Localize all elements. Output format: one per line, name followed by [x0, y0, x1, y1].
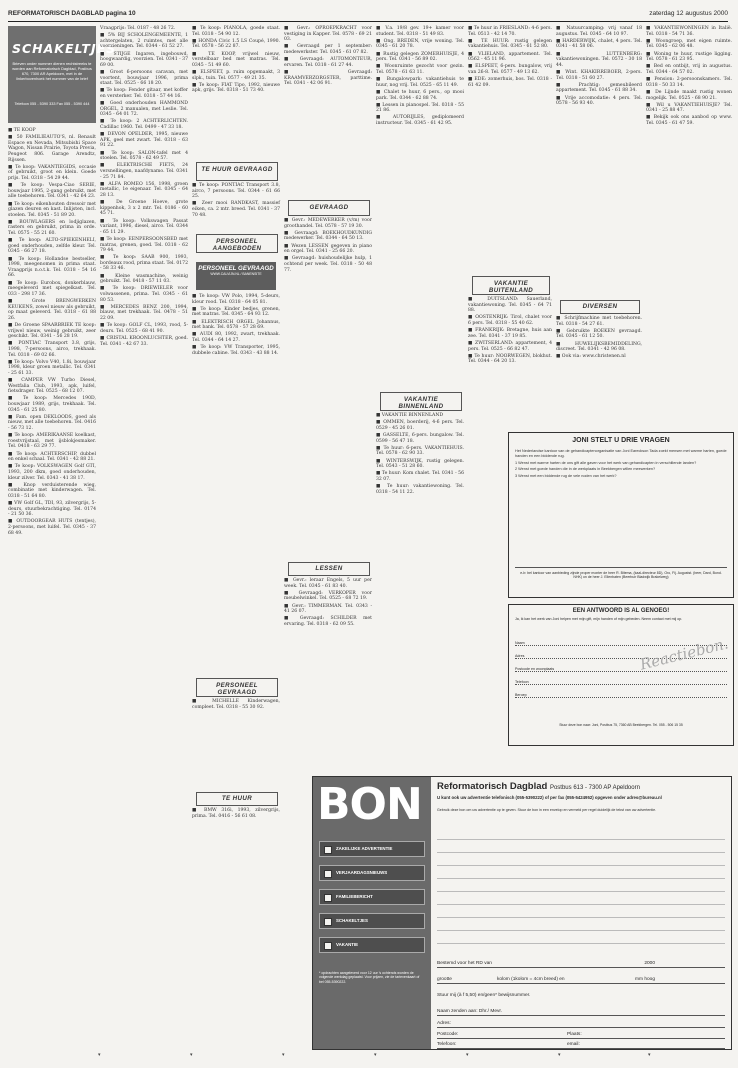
- ad-text-line[interactable]: [437, 878, 725, 879]
- option-verjaardagsnieuws[interactable]: VERJAARDAGSNIEUWS: [319, 865, 425, 881]
- classified-ad: ■ Ong. BREDEN, vrije woning. Tel. 0345 - 61 20 78.: [376, 38, 464, 50]
- phone-email-field[interactable]: Telefoon: email:: [437, 1048, 725, 1049]
- classified-ad: ■ Wil u VAKANTIEHUISJE? Tel. 0341 - 25 88 47.: [646, 102, 732, 114]
- order-form-sidebar: [313, 777, 431, 1049]
- ad-text-line[interactable]: [437, 943, 725, 944]
- classified-ad: ■ Gevr.: leraar Engels, 5 uur per week. Tel. 0345 - 61 83 40.: [284, 578, 372, 589]
- classified-ad: ■ Pension: 2-persoonskamers. Tel. 0318 - 50 33 14.: [646, 77, 732, 88]
- classified-ad: ■ Gevraagd: SCHILDER met ervaring. Tel. 0318 - 62 09 55.: [284, 616, 372, 627]
- classified-ad: ■ Bungalowpark: vakantiehuis te huur, nog vrij. Tel. 0525 - 65 11 49.: [376, 77, 464, 88]
- classified-ad: ■ Kleine wasmachine, weinig gebruikt. Tel. 0418 - 57 11 03.: [100, 273, 188, 285]
- classified-ad: ■ EDE: zomerhuis, bos. Tel. 0318 - 61 42 09.: [468, 77, 552, 88]
- checkbox-icon[interactable]: [324, 918, 332, 926]
- classified-ad: ■ STIJGE Ingaren, ingebouwd, hoogwaardig, voorzien. Tel. 0341 - 37 69 00.: [100, 51, 188, 68]
- classified-ad: ■ Te huur: vakantiewoning. Tel. 0318 - 54 11 22.: [376, 484, 464, 495]
- classified-ad: ■ PONTIAC Transport 3.8, grijs, 1998, 7-persoons, airco, trekhaak. Tel. 0318 - 69 02 66.: [8, 341, 96, 358]
- classified-ad: ■ Natuurcamping: vrij vanaf 18 augustus. Tel. 0345 - 64 10 97.: [556, 26, 642, 37]
- classified-ad: ■ Te koop: Volkswagen Passat variant, 1996, diesel, airco. Tel. 0344 - 65 11 29.: [100, 218, 188, 235]
- classified-ad: ■ VAKANTIE BINNENLAND: [376, 413, 444, 418]
- classified-ad: ■ HUWELIJKSBEMIDDELING, discreet. Tel. 0341 - 42 96 08.: [556, 341, 642, 353]
- classified-ad: ■ HONDA Civic 1.5 LS Coupé, 1990. Tel. 0578 - 56 22 87.: [192, 38, 280, 50]
- classified-ad: ■ Gevraagd per 1 september: medewerkster. Tel. 0345 - 61 07 82.: [284, 44, 372, 55]
- publication-title: REFORMATORISCH DAGBLAD pagina 10: [8, 10, 136, 17]
- section-personeel-aangeboden: PERSONEEL AANGEBODEN: [196, 234, 278, 253]
- classified-ad: ■ Vrije accomodatie: 4 pers. Tel. 0578 - 56 93 40.: [556, 95, 642, 107]
- classified-ad: ■ OUTDOORGEAR HUTS (tentjes), 2-persoons, met luifel. Tel. 0345 - 37 68 49.: [8, 519, 96, 536]
- ad-text-line[interactable]: [437, 852, 725, 853]
- classifieds-column-4: [284, 26, 372, 196]
- classifieds-column-8: [646, 26, 732, 426]
- classified-ad: ■ Te huur: Kom chalet. Tel. 0341 - 56 32 07.: [376, 471, 464, 482]
- classified-ad: ■ Woongroep, met eigen ruimte. Tel. 0345 - 62 06 48.: [646, 38, 732, 50]
- classified-ad: ■ Te koop: Mercedes 190D, bouwjaar 1989, grijs, trekhaak. Tel. 0345 - 61 25 80.: [8, 396, 96, 413]
- classified-ad: ■ Prachtig: gemeubileerd appartement. Tel. 0345 - 61 88 34.: [556, 82, 642, 94]
- section-gevraagd: GEVRAAGD: [288, 200, 370, 216]
- order-form-note: * opdrachten aangeleverd voor 12 uur 's ochtends worden de volgende werkdag geplaatst. Voor prijzen, zie de tarievenkaart of bel 055-5390222.: [319, 971, 420, 984]
- classified-ad: ■ Te koop: Volvo V40, 1.8i, bouwjaar 1998, kleur groen metallic. Tel. 0341 - 25 61 33.: [8, 359, 96, 376]
- bon-logo: BON: [317, 779, 422, 830]
- classified-ad: ■ Gevr.: OPROEPKRACHT voor vestiging in Kapper. Tel. 0578 - 69 21 03.: [284, 26, 372, 43]
- classifieds-column-3b: [192, 183, 280, 231]
- classified-ad: ■ De Groene Hoeve, grote kippenhok, 3 x 2 mtr. Tel. 0186 - 60 45 71.: [100, 200, 188, 217]
- classified-ad: ■ Woning te huur, rustige ligging. Tel. 0578 - 61 23 95.: [646, 51, 732, 63]
- classified-ad: ■ Gevraagd: huishoudelijke hulp, 1 ochtend per week. Tel. 0318 - 50 48 77.: [284, 256, 372, 273]
- classified-ad: ■ Chalet te huur, 6 pers., op mooi park. Tel. 0344 - 62 88 74.: [376, 89, 464, 101]
- reply-address-field[interactable]: Adres: [515, 658, 727, 659]
- classified-ad: ■ Knop verduisterende wieg, combinatie met kinderwagen. Tel. 0318 - 51 64 80.: [8, 482, 96, 499]
- classifieds-column-3c: [192, 294, 280, 674]
- option-schakeltjes[interactable]: SCHAKELTJES: [319, 913, 425, 929]
- classified-ad: ■ Grote BRENGWERKEN KEUKENS, zowel nieuw als gebruikt, op maat geleverd. Tel. 0318 - 61 88 26.: [8, 298, 96, 321]
- ad-text-line[interactable]: [437, 930, 725, 931]
- classified-ad: ■ Te huur in FRIESLAND: 4-6 pers. Tel. 0513 - 42 14 70.: [468, 26, 552, 37]
- section-personeel-gevraagd-2: PERSONEEL GEVRAAGD: [196, 678, 278, 697]
- classifieds-column-5: [376, 26, 464, 386]
- classified-ad: ■ 50 FAMILIEAUTO'S, nl. Renault Espace en Nevada, Mitsubishi Space Wagon, Nissan Prairie, Toyota Previa, Peugeot 806. Garage Arendtz, Rijssen.: [8, 135, 96, 163]
- section-te-huur: TE HUUR: [196, 792, 278, 806]
- reactiebon-stamp: Reactiebon.: [638, 634, 731, 674]
- classified-ad: ■ Te koop: Vespa-Ciao SERIE, bouwjaar 1995, 2-gang gebruikt, met alle toebehoren. Tel. 0341 - 42 64 23.: [8, 183, 96, 200]
- classified-ad: ■ Bekijk ook ons aanbod op www. Tel. 0345 - 61 47 59.: [646, 115, 732, 127]
- classified-ad: ■ 5% BIJ SCHOLENGEMEENTE, 1 achtergelaten, 2 ruimtes, met alle voorzieningen. Tel. 0344 - 61 52 27.: [100, 33, 188, 50]
- checkbox-icon[interactable]: [324, 894, 332, 902]
- classified-ad: ■ Lessen in pianospel. Tel. 0318 - 55 21 86.: [376, 102, 464, 114]
- order-form-subheading: U kunt ook uw advertentie telefonisch (055-5390222) of per fax (055-5424952) opgeven onder adres@bureau.nl: [437, 795, 662, 800]
- classifieds-column-7: [556, 26, 642, 296]
- classified-ad: ■ HARDERWIJK, chalet, 4 pers. Tel. 0341 - 41 58 06.: [556, 38, 642, 50]
- classifieds-column-7b: [556, 316, 642, 426]
- classified-ad: ■ Gevraagd: BOEKHOUDKUNDIG medewerker. Tel. 0344 - 64 50 13.: [284, 230, 372, 242]
- classified-ad: ■ Fam. open DEKLOODS, goed als nieuw, met alle toebehoren. Tel. 0416 - 56 73 12.: [8, 414, 96, 431]
- joni-question-2: 2 Wenst met goede handen die in de werkplaats in Beekbergen willen meewerken?: [515, 467, 656, 472]
- classifieds-column-4c: [284, 578, 372, 768]
- classified-ad: ■ Gebruikte BOEKEN gevraagd. Tel. 0345 - 61 12 50.: [556, 328, 642, 340]
- classified-ad: ■ Te koop: SAAB 900, 1993, bordeaux rood, prima staat. Tel. 0172 - 58 33 46.: [100, 255, 189, 272]
- classified-ad: ■ VAKANTIEWONINGEN in Italië. Tel. 0318 - 54 71 36.: [646, 26, 732, 37]
- reply-profession-field[interactable]: Beroep: [515, 697, 727, 698]
- classified-ad: ■ Te huur: 6-pers. VAKANTIEHUIS. Tel. 0578 - 62 90 33.: [376, 445, 464, 457]
- masthead-contact: Telefoon 055 - 5390 333 Fax 055 - 5390 444: [14, 102, 90, 106]
- classified-ad: ■ DUITSLAND: Sauerland, vakantiewoning. Tel. 0345 - 64 71 88.: [468, 297, 552, 314]
- classifieds-column-3: [192, 26, 280, 158]
- section-vakantie-buitenland: VAKANTIE BUITENLAND: [472, 276, 550, 295]
- classified-ad: Vraagprijs: Tel. 0187 - 48 26 72.: [100, 26, 176, 31]
- classified-ad: ■ VLIELAND, appartement. Tel. 0562 - 45 11 96.: [468, 51, 552, 63]
- classified-ad: ■ Te koop: PONTIAC Transport 3.8, airco, 7 persoons. Tel. 0344 - 61 66 25.: [192, 183, 280, 200]
- ad-text-line[interactable]: [437, 839, 725, 840]
- classified-ad: ■ Te koop: VW Polo, 1994, 5-deurs, kleur rood. Tel. 0318 - 64 05 81.: [192, 294, 280, 305]
- classified-ad: ■ CAMPER VW Turbo Diesel, Westfalia Club, 1993, apk, luifel, fietsdrager. Tel. 0525 - 68 12 07.: [8, 378, 96, 395]
- checkbox-icon[interactable]: [324, 846, 332, 854]
- joni-divider: [515, 567, 727, 568]
- ad-text-line[interactable]: [437, 917, 725, 918]
- publication-date: zaterdag 12 augustus 2000: [649, 10, 728, 17]
- masthead-title: SCHAKELTJES: [12, 41, 117, 56]
- classifieds-column-6b: [468, 297, 552, 425]
- classifieds-column-3e: [192, 808, 280, 1043]
- option-zakelijke-advertentie[interactable]: ZAKELIJKE ADVERTENTIE: [319, 841, 425, 857]
- classified-ad: ■ ELSPEET, 6-pers. bungalow, vrij van 26-8. Tel. 0577 - 49 13 62.: [468, 64, 552, 75]
- joni-title: JONI STELT U DRIE VRAGEN: [572, 437, 670, 444]
- joni-question-3: 3 Wenst met een biddende rug de vele noden van het werk?: [515, 474, 617, 479]
- reply-coupon-title: EEN ANTWOORD IS AL GENOEG!: [572, 608, 670, 614]
- classified-ad: ■ BOUWLAGERS en lodjiglazen, rasters en gebruikt, prima in orde. Tel. 0575 - 55 21 60.: [8, 219, 96, 237]
- classified-ad: ■ Te koop: 2 ACHTERLICHTEN. Cadillac 1960. Tel. 0499 - 47 33 18.: [100, 119, 188, 131]
- classified-ad: ■ Woonruimte gezocht voor gezin. Tel. 0578 - 61 63 11.: [376, 64, 464, 75]
- classified-ad: ■ TE KOOP, vrijwel nieuw, verstelbaar bed met matras. Tel. 0345 - 51 49 60.: [192, 51, 280, 68]
- classified-ad: ■ Zeer mooi RANDKAST, massief eiken, ca. 2 mtr. breed. Tel. 0341 - 37 70 48.: [192, 201, 280, 218]
- joni-advertisement: [508, 432, 734, 598]
- classified-ad: ■ Te koop: FIAT Tipo, 1992, nieuwe apk, grijs. Tel. 0318 - 51 73 40.: [192, 82, 280, 94]
- ad-text-line[interactable]: [437, 865, 725, 866]
- classifieds-column-6: [468, 26, 552, 272]
- classified-ad: ■ FRANKRIJK: Bretagne, huis aan zee. Tel. 0341 - 37 19 85.: [468, 328, 552, 339]
- section-vakantie-binnenland: VAKANTIE BINNENLAND: [380, 392, 462, 411]
- classified-ad: ■ Te koop: GOLF CL, 1993, rood, 5-deurs. Tel. 0525 - 68 41 90.: [100, 323, 188, 334]
- joni-intro: Het Nederlandse kantoor van de gehandicaptenorganisatie van Joni Eareckson Tada zoekt mensen met warme harten, goede handen en een biddende rug.: [515, 449, 727, 458]
- classified-ad: ■ ELSPEET, p. ruim opgemaakt, 3 slpk., tuin. Tel. 0577 - 49 21 35.: [192, 69, 280, 81]
- classified-ad: ■ ALFA ROMEO 156, 1998, groen metallic, 1e eigenaar. Tel. 0345 - 64 28 13.: [100, 181, 188, 198]
- classified-ad: ■ Gevr.: TIMMERMAN. Tel. 0343 - 41 26 07.: [284, 603, 372, 615]
- option-familiebericht[interactable]: FAMILIEBERICHT: [319, 889, 425, 905]
- classified-ad: ■ MICHELLE Kinderwagen, compleet. Tel. 0318 - 55 30 92.: [192, 699, 280, 710]
- classified-ad: ■ Te koop: VAKANTIEGIDS, occasie of gebruikt, groot en klein. Goede prijs. Tel. 0318 - 54 29 44.: [8, 164, 96, 181]
- section-lessen: LESSEN: [288, 562, 370, 576]
- classified-ad: ■ Te koop: Eurobox, donkerblauw, meegeleverd met spiegelkast. Tel. 033 - 298 17 36.: [8, 280, 96, 297]
- classified-ad: ■ Gevr.: MEDEWERKER (v/m) voor groothandel. Tel. 0578 - 57 19 30.: [284, 218, 372, 229]
- order-date-field[interactable]: Bestemd voor het RD van 2000: [437, 967, 725, 968]
- reply-name-field[interactable]: Naam: [515, 645, 727, 646]
- classified-ad: ■ Te koop: ACHTERSCHIP, dubbel en enkel schaal. Tel. 0341 - 42 88 21.: [8, 451, 96, 463]
- classifieds-column-5b: [376, 413, 464, 769]
- ad-text-line[interactable]: [437, 904, 725, 905]
- classified-ad: ■ ZWITSERLAND: appartement, 4 pers. Tel. 0525 - 66 82 47.: [468, 340, 552, 352]
- classified-ad: ■ Te koop: SALON-tafel met 4 stoelen. Tel. 0578 - 62 49 57.: [100, 150, 188, 162]
- postcode-place-field[interactable]: Postcode: Plaats:: [437, 1038, 725, 1039]
- reply-phone-field[interactable]: Telefoon: [515, 684, 727, 685]
- classified-ad: ■ Te huur: NOORWEGEN, blokhut. Tel. 0344 - 64 20 13.: [468, 353, 552, 365]
- masthead-subtitle: Brieven onder nummer dienen rechtstreeks te worden aan Reformatorisch Dagblad, Postbus 670, 7300 AR Apeldoorn, met in de linkerbovenhoek het nummer van de brief: [12, 61, 92, 81]
- classified-ad: ■ Groot 6-persoons caravan, met voortent, bouwjaar 1996, prima staat. Tel. 0525 - 66 18 20.: [100, 69, 188, 87]
- section-diversen: DIVERSEN: [560, 300, 640, 314]
- classified-ad: ■ LUTTENBERG: vakantiewoningen. Tel. 0572 - 30 18 44.: [556, 51, 642, 68]
- section-te-huur-gevraagd: TE HUUR GEVRAAGD: [196, 162, 278, 181]
- print-markers: ▾ ▾ ▾ ▾ ▾ ▾ ▾: [98, 1052, 651, 1058]
- classified-ad: ■ ELEKTRISCHE FIETS, 24 versnellingen, naafdynamo. Tel. 0341 - 25 71 84.: [100, 163, 188, 180]
- classified-ad: ■ Gevraagd: VERKOPER voor meubelwinkel. Tel. 0525 - 68 72 19.: [284, 590, 372, 602]
- classifieds-column-3d: [192, 699, 280, 789]
- classified-ad: ■ DEVON OPELDER, 1995, nieuwe APK, geel met zwart. Tel. 0318 - 63 91 22.: [100, 132, 188, 149]
- page-header: [8, 8, 728, 20]
- classified-ad: ■ Bed en ontbijt, vrij in augustus. Tel. 0344 - 64 57 02.: [646, 64, 732, 75]
- reply-coupon-footer: Stuur deze bon naar: Joni, Postbus 75, 7360 AB Beekbergen. Tel. 055 - 506 15 35: [559, 723, 683, 727]
- classified-ad: ■ Te koop: eikenhouten dressoir met glazen deuren en kast. Inlijsten, incl. stoelen. Tel. 0345 - 51 89 20.: [8, 201, 96, 218]
- classified-ad: ■ Te koop: DRIEWIELER voor volwassenen, prima. Tel. 0345 - 61 80 53.: [100, 286, 188, 303]
- classifieds-column-2: [100, 26, 188, 1043]
- classifieds-column-1: [8, 128, 96, 1043]
- classified-ad: ■ Rustig gelegen ZOMERHUISJE, 4 pers. Tel. 0341 - 56 89 02.: [376, 51, 464, 63]
- classified-ad: ■ ELEKTRISCH ORGEL Johannus, met bank. Tel. 0578 - 57 28 69.: [192, 319, 280, 331]
- classified-ad: ■ Te koop: Hollandse bestseller, 1998, meegenomen in prima staat. Vraagprijs n.o.t.k. Tel. 0318 - 54 16 66.: [8, 256, 96, 279]
- option-vakantie[interactable]: VAKANTIE: [319, 937, 425, 953]
- classified-ad: ■ WINTERSWIJK, rustig gelegen. Tel. 0543 - 51 28 60.: [376, 458, 464, 470]
- reply-coupon: [508, 604, 734, 746]
- classified-ad: ■ Wezen LESSEN gegeven in piano en orgel. Tel. 0341 - 25 66 20.: [284, 243, 372, 255]
- classified-ad: ■ MERCEDES BENZ 200, 1994, blauw, met trekhaak. Tel. 0478 - 51 22 09.: [100, 304, 188, 321]
- classified-ad: ■ CRISTAL KROONLUCHTER, goed. Tel. 0341 - 42 67 33.: [100, 335, 188, 347]
- checkbox-icon[interactable]: [324, 942, 332, 950]
- order-form-heading: Reformatorisch Dagblad Postbus 613 - 7300 AP Apeldoorn: [437, 781, 640, 792]
- send-to-name-field[interactable]: Naam zenden aan: Dhr./ Mevr.: [437, 1015, 725, 1016]
- classified-ad: ■ BMW 316i, 1993, zilvergrijs, prima. Tel. 0416 - 56 61 08.: [192, 808, 280, 819]
- joni-question-1: 1 Wenst met warme harten de ons gift alle gaven voor het werk van gehandicapten in verschillende landen?: [515, 460, 697, 465]
- classified-ad: ■ Te koop: ALTO-SPIEKENHELI, goed onderhouden, zelfde kleur. Tel. 0345 - 66 27 18.: [8, 238, 96, 255]
- joni-text: [515, 449, 727, 481]
- classified-ad: ■ OOSTENRIJK: Tirol, chalet voor 6 pers. Tel. 0318 - 55 40 62.: [468, 315, 552, 326]
- classifieds-column-4b: [284, 218, 372, 558]
- classified-ad: ■ Schrijfmachine met toebehoren. Tel. 0318 - 54 27 61.: [556, 316, 642, 327]
- classified-ad: ■ De Groene SPAARBRIEK TE koop: vrijwel nieuw, weinig gebruikt, zeer geschikt. Tel. 0341 - 56 28 19.: [8, 322, 96, 340]
- classified-ad: ■ TE HUUR: rustig gelegen vakantiehuis. Tel. 0345 - 61 52 80.: [468, 38, 552, 50]
- classified-ad: ■ Gevraagd: AUTOMONTEUR, ervaren. Tel. 0318 - 61 27 44.: [284, 57, 372, 68]
- address-field[interactable]: Adres:: [437, 1027, 725, 1028]
- classified-ad: ■ Te koop: EENPERSOONSBED met matras, grenen, goed. Tel. 0318 - 62 79 44.: [100, 236, 188, 254]
- section-personeel-gevraagd: PERSONEEL GEVRAAGD WWW.CALVIJN.NL / BANENSITE: [196, 262, 276, 290]
- reply-postcode-field[interactable]: Postcode en woonplaats: [515, 671, 727, 672]
- classified-ad: ■ Te koop: VW Transporter, 1995, dubbele cabine. Tel. 0343 - 43 88 14.: [192, 345, 280, 356]
- classified-ad: ■ Te koop: VOLKSWAGEN Golf GTI, 1993, 200 dkm, goed onderhouden, kleur zilver. Tel. 0343 - 41 38 17.: [8, 464, 96, 481]
- classified-ad: ■ Te koop: Kinder bedjes, grenen, met matras. Tel. 0345 - 64 93 12.: [192, 306, 280, 318]
- reply-coupon-intro: Ja, ik kan het werk van Joni helpen met mijn gift, mijn handen of mijn gebeden. Neem contact met mij op.: [515, 617, 683, 621]
- joni-footer: e-b: bel kantoor van aanbieding zijnde proper monter de heer R. Bitema, (kaal-directeur 8D), Oro, Fij. Augustst. (beer, Dard, Bond. NHK) on de heer J. Ellenbaten (Beerbuir Bladwijk Brakelweg): [520, 571, 722, 580]
- ad-text-line[interactable]: [437, 891, 725, 892]
- advertisement-order-form: BON ZAKELIJKE ADVERTENTIE VERJAARDAGSNIEUWS FAMILIEBERICHT SCHAKELTJES VAKANTIE * opdrachten aangeleverd voor 12 uur 's ochtends worden de volgende werkdag geplaatst. Voor prijzen, zie de tarievenkaart of bel 055-5390222. Reformatorisch Dagblad Postbus 613 - 7300 AP Apeldoorn U kunt ook uw advertentie telefonisch (055-5390222) of per fax (055-5424952) opgeven onder adres@bureau.nl Gebruik deze bon om uw advertentie op te geven. Stuur de bon in een envelop en vermeld per regel duidelijk de tekst van uw advertentie. Bestemd voor het RD van 2000 grootte kolom (1kolom = 4cm breed) en mm hoog Stuur mij (à f 5,50) en/geen* bewijsnummer. Naam zenden aan: Dhr./ Mevr. Adres: Postcode: Plaats: Telefoon: email:: [312, 776, 732, 1050]
- classified-ad: ■ Wint. KHAKIRREBOER, 2-pers. Tel. 0318 - 51 60 27.: [556, 69, 642, 81]
- classified-ad: ■ TE KOOP: [8, 128, 36, 133]
- classified-ad: ■ Gevraagd: KRAAMVERZORGSTER, parttime. Tel. 0341 - 42 06 91.: [284, 69, 372, 87]
- classified-ad: ■ Te koop: Fender gitaar, met koffer en versterker. Tel. 0318 - 57 44 16.: [100, 88, 188, 99]
- classified-ad: ■ Te koop: PIANOLA, goede staat. Tel. 0318 - 54 90 12.: [192, 26, 280, 37]
- order-size-field[interactable]: grootte kolom (1kolom = 4cm breed) en mm hoog: [437, 983, 725, 984]
- classified-ad: ■ De Lijnde maakt rustig wonen mogelijk. Tel. 0525 - 68 90 21.: [646, 89, 732, 101]
- classified-ad: ■ V.a. 19/8 gev. 19+ kamer voor student. Tel. 0318 - 51 49 83.: [376, 26, 464, 37]
- order-form-intro: Gebruik deze bon om uw advertentie op te geven. Stuur de bon in een envelop en vermeld per regel duidelijk de tekst van uw advertentie.: [437, 808, 657, 812]
- schakeltjes-masthead: [8, 26, 117, 123]
- classified-ad: ■ VW Golf GL, TDI, 93, zilvergrijs, 5-deurs, stuurbekrachtiging. Tel. 0174 - 21 50 36.: [8, 501, 96, 518]
- checkbox-icon[interactable]: [324, 870, 332, 878]
- classified-ad: ■ GASSELTE, 6-pers. bungalow. Tel. 0599 - 56 47 18.: [376, 432, 464, 444]
- classified-ad: ■ AUDI 80, 1992, zwart, trekhaak. Tel. 0344 - 64 14 27.: [192, 332, 280, 343]
- classified-ad: ■ Ook via: www.christenen.nl: [556, 354, 626, 360]
- classified-ad: ■ OMMEN, boerderij, 4-6 pers. Tel. 0529 - 45 26 01.: [376, 420, 464, 431]
- classified-ad: ■ AUTORIJLES, gediplomeerd instructeur. Tel. 0345 - 61 42 95.: [376, 115, 464, 127]
- classified-ad: ■ Te koop: AMERIKAANSE koelkast, roestvrijstaal, met ijsblokjesmaker. Tel. 0418 - 63 29 77.: [8, 433, 96, 450]
- classified-ad: ■ Goed onderhouden HAMMOND ORGEL, 2 manualen, met Leslie. Tel. 0345 - 64 01 72.: [100, 101, 188, 118]
- header-rule: [8, 21, 728, 22]
